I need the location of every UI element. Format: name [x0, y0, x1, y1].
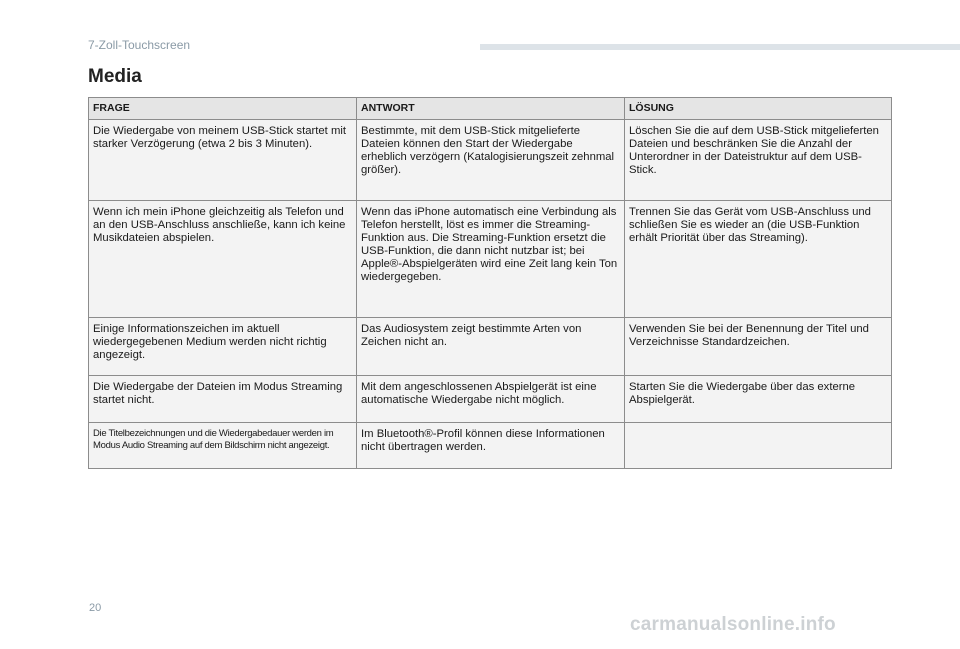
column-header-frage: FRAGE — [89, 98, 357, 120]
cell-loesung: Löschen Sie die auf dem USB-Stick mitgelieferten Dateien und beschränken Sie die Anzahl der Unterordner in der Dateistruktur auf dem USB-Stick. — [625, 120, 892, 201]
cell-frage: Die Wiedergabe von meinem USB-Stick startet mit starker Verzögerung (etwa 2 bis 3 Minuten). — [89, 120, 357, 201]
watermark: carmanualsonline.info — [630, 614, 836, 635]
cell-antwort: Im Bluetooth®-Profil können diese Informationen nicht übertragen werden. — [357, 423, 625, 469]
page-number: 20 — [89, 602, 102, 614]
column-header-loesung: LÖSUNG — [625, 98, 892, 120]
cell-frage: Einige Informationszeichen im aktuell wiedergegebenen Medium werden nicht richtig angezeigt. — [89, 318, 357, 376]
table-header-row — [89, 98, 892, 120]
cell-loesung: Verwenden Sie bei der Benennung der Titel und Verzeichnisse Standardzeichen. — [625, 318, 892, 376]
cell-antwort: Mit dem angeschlossenen Abspielgerät ist eine automatische Wiedergabe nicht möglich. — [357, 376, 625, 423]
table-row — [89, 423, 892, 469]
cell-antwort: Wenn das iPhone automatisch eine Verbindung als Telefon herstellt, löst es immer die Streaming-Funktion aus. Die Streaming-Funktion ersetzt die USB-Funktion, die dann nicht nutzbar ist; bei Apple®-Abspielgeräten wird eine Zeit lang kein Ton wiedergegeben. — [357, 201, 625, 318]
column-header-antwort: ANTWORT — [357, 98, 625, 120]
cell-frage: Die Wiedergabe der Dateien im Modus Streaming startet nicht. — [89, 376, 357, 423]
table-row — [89, 376, 892, 423]
table-row — [89, 318, 892, 376]
table-row — [89, 201, 892, 318]
cell-loesung — [625, 423, 892, 469]
page-title: Media — [88, 66, 142, 87]
table-row — [89, 120, 892, 201]
section-label: 7-Zoll-Touchscreen — [88, 38, 191, 52]
faq-table — [88, 97, 892, 469]
cell-frage: Wenn ich mein iPhone gleichzeitig als Telefon und an den USB-Anschluss anschließe, kann ich keine Musikdateien abspielen. — [89, 201, 357, 318]
cell-loesung: Trennen Sie das Gerät vom USB-Anschluss und schließen Sie es wieder an (die USB-Funktion erhält Priorität über das Streaming). — [625, 201, 892, 318]
cell-loesung: Starten Sie die Wiedergabe über das externe Abspielgerät. — [625, 376, 892, 423]
cell-antwort: Bestimmte, mit dem USB-Stick mitgelieferte Dateien können den Start der Wiedergabe erheblich verzögern (Katalogisierungszeit zehnmal größer). — [357, 120, 625, 201]
section-rule — [480, 44, 960, 50]
cell-frage: Die Titelbezeichnungen und die Wiedergabedauer werden im Modus Audio Streaming auf dem Bildschirm nicht angezeigt. — [89, 423, 357, 469]
cell-antwort: Das Audiosystem zeigt bestimmte Arten von Zeichen nicht an. — [357, 318, 625, 376]
